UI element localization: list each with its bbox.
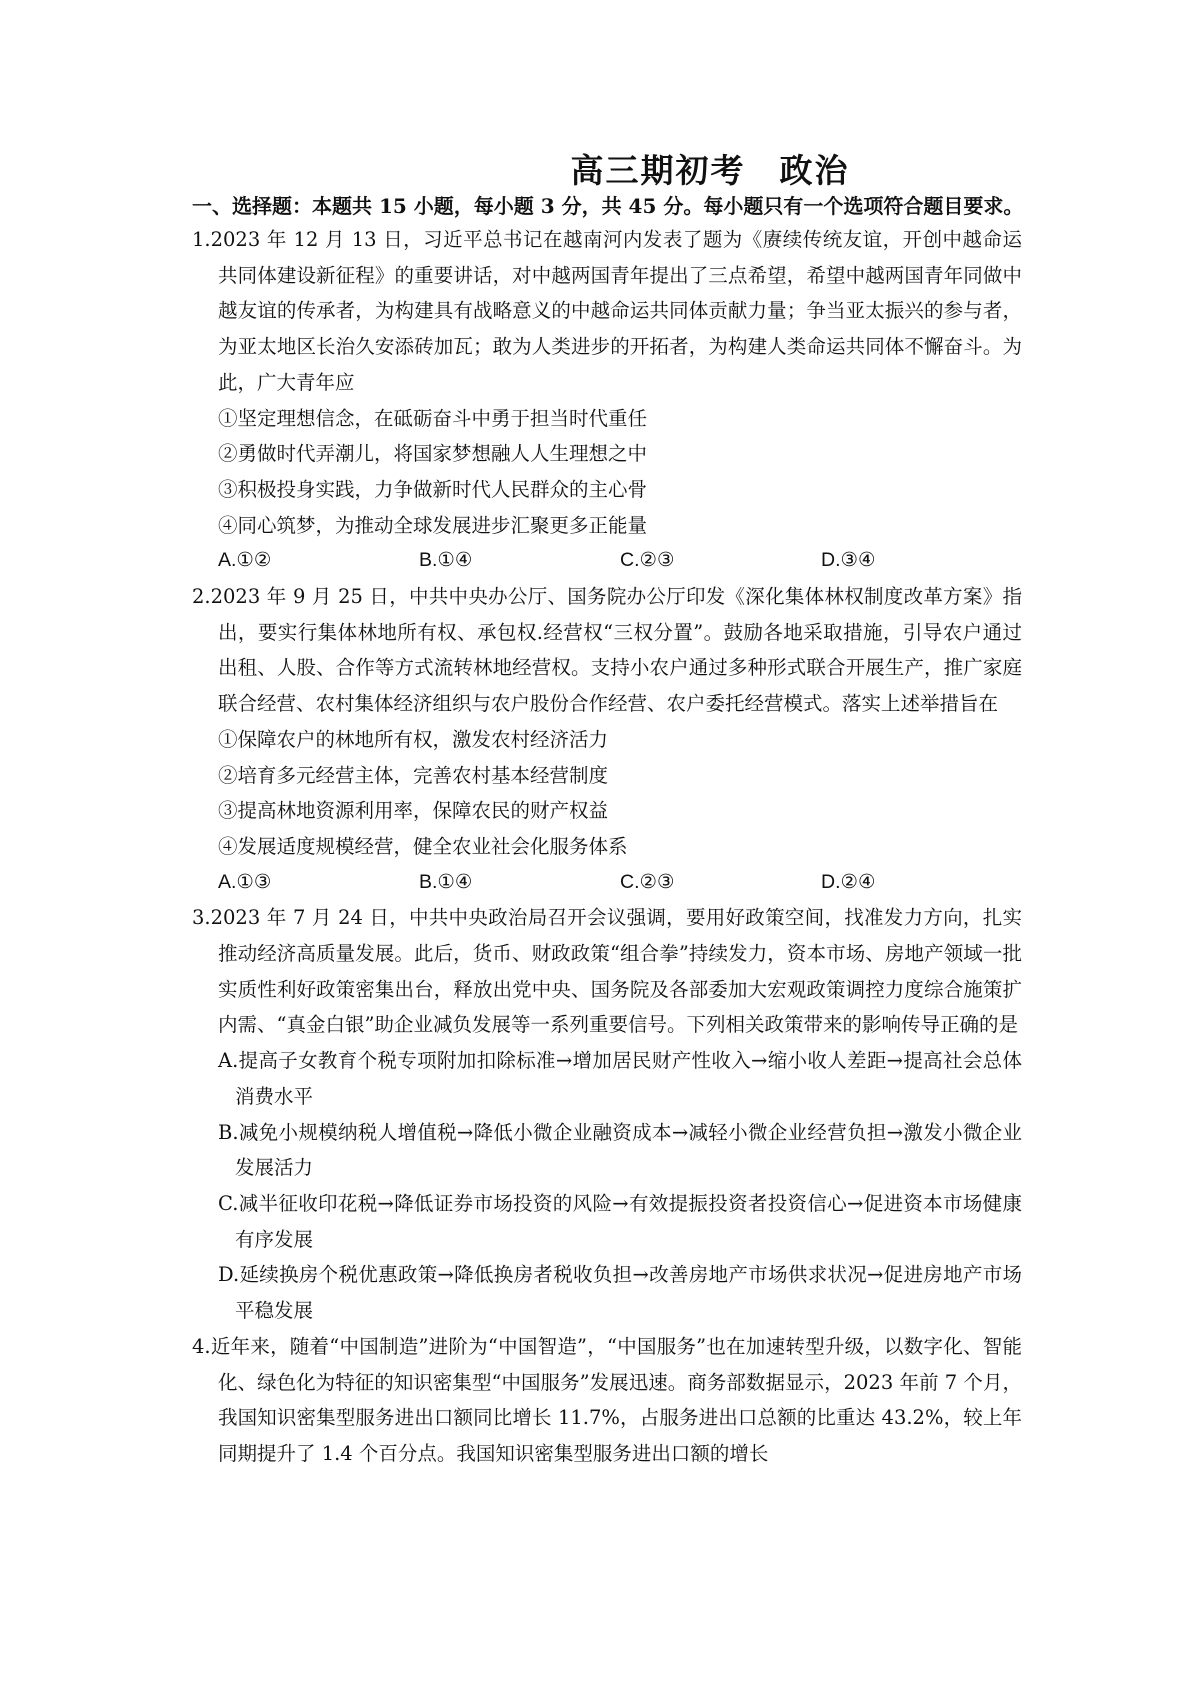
question-3-option-d[interactable]: D.延续换房个税优惠政策→降低换房者税收负担→改善房地产市场供求状况→促进房地产市场平稳发展 <box>218 1263 1022 1323</box>
question-2-item-3: ③提高林地资源利用率，保障农民的财产权益 <box>218 799 609 823</box>
question-2-choice-a[interactable]: A.①③ <box>218 870 272 893</box>
question-1-choice-d[interactable]: D.③④ <box>821 549 876 572</box>
section-heading: 一、选择题：本题共 15 小题，每小题 3 分，共 45 分。每小题只有一个选项符合题目要求。 <box>192 194 1024 218</box>
question-2-choice-b[interactable]: B.①④ <box>419 870 473 893</box>
title-subject: 政治 <box>779 151 850 190</box>
question-2-choice-d[interactable]: D.②④ <box>821 870 876 893</box>
question-3-option-b[interactable]: B.减免小规模纳税人增值税→降低小微企业融资成本→减轻小微企业经营负担→激发小微企业发展活力 <box>218 1120 1022 1180</box>
question-1-choice-b[interactable]: B.①④ <box>419 549 473 572</box>
question-1-item-1: ①坚定理想信念，在砥砺奋斗中勇于担当时代重任 <box>218 406 648 430</box>
question-1-choice-c[interactable]: C.②③ <box>620 549 675 572</box>
question-2-item-4: ④发展适度规模经营，健全农业社会化服务体系 <box>218 834 628 858</box>
question-3 <box>192 900 1022 1328</box>
question-1-item-3: ③积极投身实践，力争做新时代人民群众的主心骨 <box>218 477 648 501</box>
question-1-choices <box>192 543 1022 579</box>
question-1-item-4: ④同心筑梦，为推动全球发展进步汇聚更多正能量 <box>218 513 648 537</box>
question-4 <box>192 1329 1022 1472</box>
question-2-choice-c[interactable]: C.②③ <box>620 870 675 893</box>
question-1-stem: 1.2023 年 12 月 13 日，习近平总书记在越南河内发表了题为《赓续传统友谊，开创中越命运共同体建设新征程》的重要讲话，对中越两国青年提出了三点希望，希望中越两国青年同做中越友谊的传承者，为构建具有战略意义的中越命运共同体贡献力量；争当亚太振兴的参与者，为亚太地区长治久安添砖加瓦；敢为人类进步的开拓者，为构建人类命运共同体不懈奋斗。为此，广大青年应 <box>192 228 1022 394</box>
title-exam-name: 高三期初考 <box>570 151 746 190</box>
question-3-stem: 3.2023 年 7 月 24 日，中共中央政治局召开会议强调，要用好政策空间，找准发力方向，扎实推动经济高质量发展。此后，货币、财政政策“组合拳”持续发力，资本市场、房地产领域一批实质性利好政策密集出台，释放出党中央、国务院及各部委加大宏观政策调控力度综合施策扩内需、“真金白银”助企业减负发展等一系列重要信号。下列相关政策带来的影响传导正确的是 <box>192 906 1022 1037</box>
question-2-item-2: ②培育多元经营主体，完善农村基本经营制度 <box>218 763 609 787</box>
question-2-choices <box>192 865 1022 901</box>
question-1-item-2: ②勇做时代弄潮儿，将国家梦想融人人生理想之中 <box>218 442 648 466</box>
question-3-option-c[interactable]: C.减半征收印花税→降低证券市场投资的风险→有效提振投资者投资信心→促进资本市场健康有序发展 <box>218 1191 1022 1251</box>
question-2 <box>192 579 1022 900</box>
question-1-choice-a[interactable]: A.①② <box>218 549 272 572</box>
question-1 <box>192 222 1022 579</box>
question-2-item-1: ①保障农户的林地所有权，激发农村经济活力 <box>218 727 609 751</box>
question-4-stem: 4.近年来，随着“中国制造”进阶为“中国智造”，“中国服务”也在加速转型升级，以数字化、智能化、绿色化为特征的知识密集型“中国服务”发展迅速。商务部数据显示，2023 年前 7 个月，我国知识密集型服务进出口额同比增长 11.7%，占服务进出口总额的比重达 43.2%，较上年同期提升了 1.4 个百分点。我国知识密集型服务进出口额的增长 <box>192 1334 1022 1465</box>
question-2-stem: 2.2023 年 9 月 25 日，中共中央办公厅、国务院办公厅印发《深化集体林权制度改革方案》指出，要实行集体林地所有权、承包权.经营权“三权分置”。鼓励各地采取措施，引导农户通过出租、人股、合作等方式流转林地经营权。支持小农户通过多种形式联合开展生产，推广家庭联合经营、农村集体经济组织与农户股份合作经营、农户委托经营模式。落实上述举措旨在 <box>192 585 1022 716</box>
question-3-option-a[interactable]: A.提高子女教育个税专项附加扣除标准→增加居民财产性收入→缩小收人差距→提高社会总体消费水平 <box>218 1049 1022 1108</box>
questions-body <box>192 222 1022 1472</box>
page-title <box>0 145 1200 192</box>
